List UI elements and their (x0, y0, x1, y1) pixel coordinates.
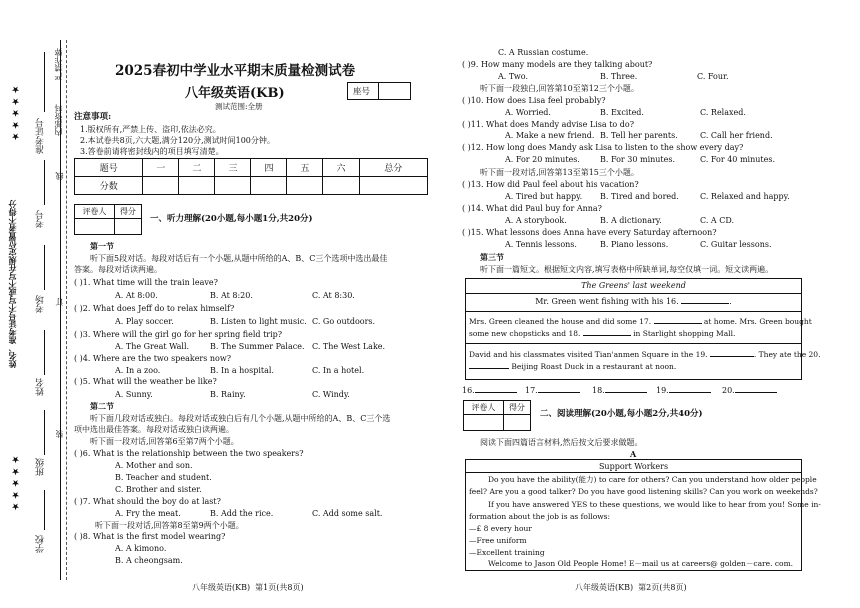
question-6: ( )6. What is the relationship between the two speakers? (74, 449, 304, 458)
cut-zhuang: 装 (55, 430, 64, 438)
q1-option-c: C. At 8:30. (312, 291, 355, 300)
q5-option-b: B. Rainy. (210, 390, 246, 399)
margin-strip-top: 严禁作弊 (54, 48, 63, 80)
q6-option-c: C. Brother and sister. (115, 485, 202, 494)
q13-option-c: C. Relaxed and happy. (700, 192, 790, 201)
q2-option-a: A. Play soccer. (115, 317, 174, 326)
question-1: ( )1. What time will the train leave? (74, 278, 218, 287)
answer-18-label: 18. (592, 386, 605, 395)
q10-option-c: C. Relaxed. (700, 108, 746, 117)
greens-row-3-cont (469, 362, 676, 371)
q3-option-a: A. The Great Wall. (115, 342, 190, 351)
score-cell (323, 177, 359, 195)
ad-line-3: If you have answered YES to these questions, we would like to hear from you! Some in- (488, 500, 821, 509)
answer-19 (656, 386, 711, 396)
ad-line-5: —£ 8 every hour (469, 524, 532, 533)
greens-row-3c: Beijing Roast Duck in a restaurant at noon. (511, 362, 677, 371)
note-3: 3.答卷前请将密封线内的项目填写清楚。 (80, 147, 224, 156)
answer-18-line[interactable] (605, 392, 647, 393)
field-line (44, 160, 45, 205)
ad-line-7: —Excellent training (469, 548, 545, 557)
section1-title: 一、听力理解(20小题,每小题1分,共20分) (150, 214, 313, 224)
answer-17-line[interactable] (538, 392, 580, 393)
q3-option-b: B. The Summer Palace. (210, 342, 305, 351)
row-divider (466, 311, 801, 312)
footer-left: 八年级英语(KB) 第1页(共8页) (192, 583, 304, 592)
part2-instr: 听下面几段对话或独白。每段对话或独白后有几个小题,从题中所给的A、B、C三个选 (90, 414, 391, 423)
greens-table-title: The Greens' last weekend (581, 281, 686, 290)
part3-instr: 听下面一篇短文。根据短文内容,填写表格中所缺单词,每空仅填一词。短文读两遍。 (480, 265, 774, 274)
q9-option-a: A. Two. (498, 72, 528, 81)
q2-option-c: C. Go outdoors. (312, 317, 376, 326)
score-cell (215, 177, 251, 195)
q10-option-b: B. Excited. (600, 108, 644, 117)
blank-19[interactable] (710, 356, 754, 357)
question-3: ( )3. Where will the girl go for her spring field trip? (74, 330, 283, 339)
q15-option-b: B. Piano lessons. (600, 240, 669, 249)
q10-option-a: A. Worried. (505, 108, 551, 117)
field-line (44, 490, 45, 530)
q12-option-c: C. For 40 minutes. (700, 155, 775, 164)
q1-option-a: A. At 8:00. (115, 291, 158, 300)
part3-label: 第三节 (480, 252, 504, 262)
q4-option-b: B. In a hospital. (210, 366, 274, 375)
score-col-header: 题号 (75, 159, 143, 177)
score-col-header: 六 (323, 159, 359, 177)
q14-option-b: B. A dictionary. (600, 216, 662, 225)
greens-row-2d: in Starlight shopping Mall. (633, 329, 736, 338)
score-col-header: 四 (251, 159, 287, 177)
part2-label: 第二节 (90, 401, 114, 411)
q13-option-a: A. Tired but happy. (505, 192, 583, 201)
blank-17[interactable] (654, 323, 702, 324)
answer-16-line[interactable] (475, 392, 517, 393)
section2-title: 二、阅读理解(20小题,每小题2分,共40分) (540, 409, 703, 419)
passage-a-label: A (630, 449, 637, 459)
score-row-label: 分数 (75, 177, 143, 195)
answer-16-label: 16. (462, 386, 475, 395)
ad-line-2: feel? Are you a good talker? Do you have good listening skills? Can you work on weekends? (469, 487, 818, 496)
answer-20-label: 20. (722, 386, 735, 395)
label-kaohao: 考号 (36, 210, 46, 228)
score-label: 得分 (114, 205, 141, 219)
part1-label: 第一节 (90, 241, 114, 251)
part1-instr-2: 答案。每段对话读两遍。 (74, 265, 162, 274)
greens-row-3b: . They ate the 20. (753, 350, 821, 359)
score-table (74, 158, 428, 195)
exam-title: 2025春初中学业水平期末质量检测试卷 (115, 63, 356, 79)
grader-label: 评卷人 (464, 401, 504, 415)
q15-option-a: A. Tennis lessons. (505, 240, 577, 249)
q11-option-b: B. Tell her parents. (600, 131, 678, 140)
question-7: ( )7. What should the boy do at last? (74, 497, 221, 506)
q13-option-b: B. Tired and bored. (600, 192, 679, 201)
greens-row-2a: Mrs. Green cleaned the house and did some 17. (469, 317, 652, 326)
segment-6-instr: 听下面一段对话,回答第6至第7两个小题。 (90, 437, 239, 446)
q8-option-b: B. A cheongsam. (115, 556, 183, 565)
margin-warning: 姓名、准考证号不写或不写在规定位置者不得分 (7, 200, 17, 368)
score-cell (503, 415, 530, 431)
margin-stars-bottom: ★ ★ ★ ★ ★ (10, 455, 20, 512)
ad-line-1: Do you have the ability(能力) to care for others? Can you understand how older people (488, 475, 817, 484)
greens-table (465, 278, 821, 380)
q2-option-b: B. Listen to light music. (210, 317, 307, 326)
q3-option-c: C. The West Lake. (312, 342, 386, 351)
answer-20-line[interactable] (735, 392, 777, 393)
q9-option-b: B. Three. (600, 72, 638, 81)
ad-title-divider (466, 472, 801, 473)
seat-box (347, 82, 411, 100)
margin-strip-mid: 内部资料 (54, 104, 63, 136)
field-line (44, 52, 45, 112)
score-label: 得分 (503, 401, 530, 415)
q12-option-b: B. For 30 minutes. (600, 155, 676, 164)
grader-box-1 (74, 204, 142, 235)
q7-option-c: C. Add some salt. (312, 509, 383, 518)
score-col-header: 总分 (359, 159, 428, 177)
segment-8-instr: 听下面一段对话,回答第8至第9两个小题。 (95, 521, 244, 530)
q11-option-a: A. Make a new friend. (505, 131, 595, 140)
score-cell (287, 177, 323, 195)
greens-row-2 (469, 317, 812, 326)
q7-option-b: B. Add the rice. (210, 509, 274, 518)
part1-instr: 听下面5段对话。每段对话后有一个小题,从题中所给的A、B、C三个选项中选出最佳 (90, 254, 388, 263)
score-cell (143, 177, 179, 195)
q14-option-c: C. A CD. (700, 216, 735, 225)
question-10: ( )10. How does Lisa feel probably? (462, 96, 606, 105)
seat-label: 座号 (353, 87, 371, 97)
question-14: ( )14. What did Paul buy for Anna? (462, 204, 602, 213)
answer-16 (462, 386, 517, 396)
q7-option-a: A. Fry the meat. (115, 509, 181, 518)
score-cell (114, 219, 141, 235)
q14-option-a: A. A storybook. (505, 216, 567, 225)
question-9: ( )9. How many models are they talking about? (462, 60, 653, 69)
answer-20 (722, 386, 777, 396)
answer-19-line[interactable] (669, 392, 711, 393)
ad-title: Support Workers (598, 462, 669, 471)
q4-option-a: A. In a zoo. (115, 366, 161, 375)
q8-option-c: C. A Russian costume. (498, 48, 589, 57)
greens-row-3a: David and his classmates visited Tian'anmen Square in the 19. (469, 350, 708, 359)
note-1: 1.版权所有,严禁上传、盗印,依法必究。 (80, 125, 221, 134)
field-line (44, 410, 45, 455)
score-cell (179, 177, 215, 195)
q12-option-a: A. For 20 minutes. (505, 155, 580, 164)
subject-title: 八年级英语(KB) (185, 86, 285, 101)
part2-instr-2: 项中选出最佳答案。每段对话或独白读两遍。 (74, 425, 234, 434)
score-col-header: 一 (143, 159, 179, 177)
scope: 测试范围:全册 (215, 102, 263, 111)
blank-16[interactable] (681, 303, 729, 304)
answer-19-label: 19. (656, 386, 669, 395)
greens-row-2c: some new chopsticks and 18. (469, 329, 581, 338)
q6-option-b: B. Teacher and student. (115, 473, 212, 482)
q9-option-c: C. Four. (697, 72, 729, 81)
label-kaochang: 考场 (36, 295, 46, 313)
q11-option-c: C. Call her friend. (700, 131, 773, 140)
question-5: ( )5. What will the weather be like? (74, 377, 217, 386)
greens-row-1: Mr. Green went fishing with his 16. . (535, 297, 732, 306)
grader-cell (75, 219, 115, 235)
answer-17 (525, 386, 580, 396)
binding-line (66, 40, 67, 580)
q6-option-a: A. Mother and son. (115, 461, 193, 470)
greens-row-2b: at home. Mrs. Green bought (703, 317, 812, 326)
field-line (44, 245, 45, 290)
cut-line: 线 (55, 172, 64, 180)
segment-10-instr: 听下面一段独白,回答第10至第12三个小题。 (480, 84, 639, 93)
segment-13-instr: 听下面一段对话,回答第13至第15三个小题。 (480, 168, 639, 177)
q4-option-c: C. In a hotel. (312, 366, 365, 375)
field-line (44, 330, 45, 375)
q5-option-c: C. Windy. (312, 390, 350, 399)
ad-line-8: Welcome to Jason Old People Home! E－mail us at careers@ golden－care. com. (488, 559, 794, 568)
answer-17-label: 17. (525, 386, 538, 395)
label-class: 班级 (36, 458, 46, 476)
question-12: ( )12. How long does Mandy ask Lisa to listen to the show every day? (462, 143, 744, 152)
score-col-header: 二 (179, 159, 215, 177)
blank-18[interactable] (583, 335, 631, 336)
question-11: ( )11. What does Mandy advise Lisa to do? (462, 120, 635, 129)
note-2: 2.本试卷共8页,六大题,满分120分,测试时间100分钟。 (80, 136, 275, 145)
blank-20[interactable] (469, 368, 509, 369)
score-cell (251, 177, 287, 195)
question-2: ( )2. What does Jeff do to relax himself? (74, 304, 235, 313)
margin-stars-top: ★ ★ ★ ★ ★ (10, 85, 20, 142)
greens-row-3 (469, 350, 820, 359)
section2-instr: 阅读下面四篇语言材料,然后按文后要求做题。 (480, 438, 643, 447)
question-13: ( )13. How did Paul feel about his vacation? (462, 180, 639, 189)
q1-option-b: B. At 8:20. (210, 291, 253, 300)
binding-line-2 (60, 40, 61, 580)
answer-18 (592, 386, 647, 396)
ad-line-6: —Free uniform (469, 536, 527, 545)
question-4: ( )4. Where are the two speakers now? (74, 354, 231, 363)
q8-option-a: A. A kimono. (115, 544, 167, 553)
q15-option-c: C. Guitar lessons. (700, 240, 772, 249)
support-workers-ad (465, 459, 821, 571)
footer-right: 八年级英语(KB) 第2页(共8页) (575, 583, 687, 592)
notes-heading: 注意事项: (74, 112, 112, 122)
label-school: 学校 (36, 535, 46, 553)
score-col-header: 三 (215, 159, 251, 177)
label-name: 姓名 (36, 378, 46, 396)
grader-label: 评卷人 (75, 205, 115, 219)
ad-line-4: formation about the job is as follows: (469, 512, 611, 521)
score-col-header: 五 (287, 159, 323, 177)
cut-ding: 订 (55, 298, 64, 306)
seat-divider (378, 83, 379, 99)
grader-cell (464, 415, 504, 431)
label-zkzh: 准考证号 (36, 118, 46, 154)
row-divider (466, 293, 801, 294)
question-8: ( )8. What is the first model wearing? (74, 532, 226, 541)
greens-row-2-cont (469, 329, 735, 338)
question-15: ( )15. What lessons does Anna have every Saturday afternoon? (462, 228, 717, 237)
q5-option-a: A. Sunny. (115, 390, 153, 399)
greens-row-1-text: Mr. Green went fishing with his 16. (535, 297, 679, 306)
grader-box-2 (463, 400, 531, 431)
score-cell (359, 177, 428, 195)
row-divider (466, 343, 801, 344)
